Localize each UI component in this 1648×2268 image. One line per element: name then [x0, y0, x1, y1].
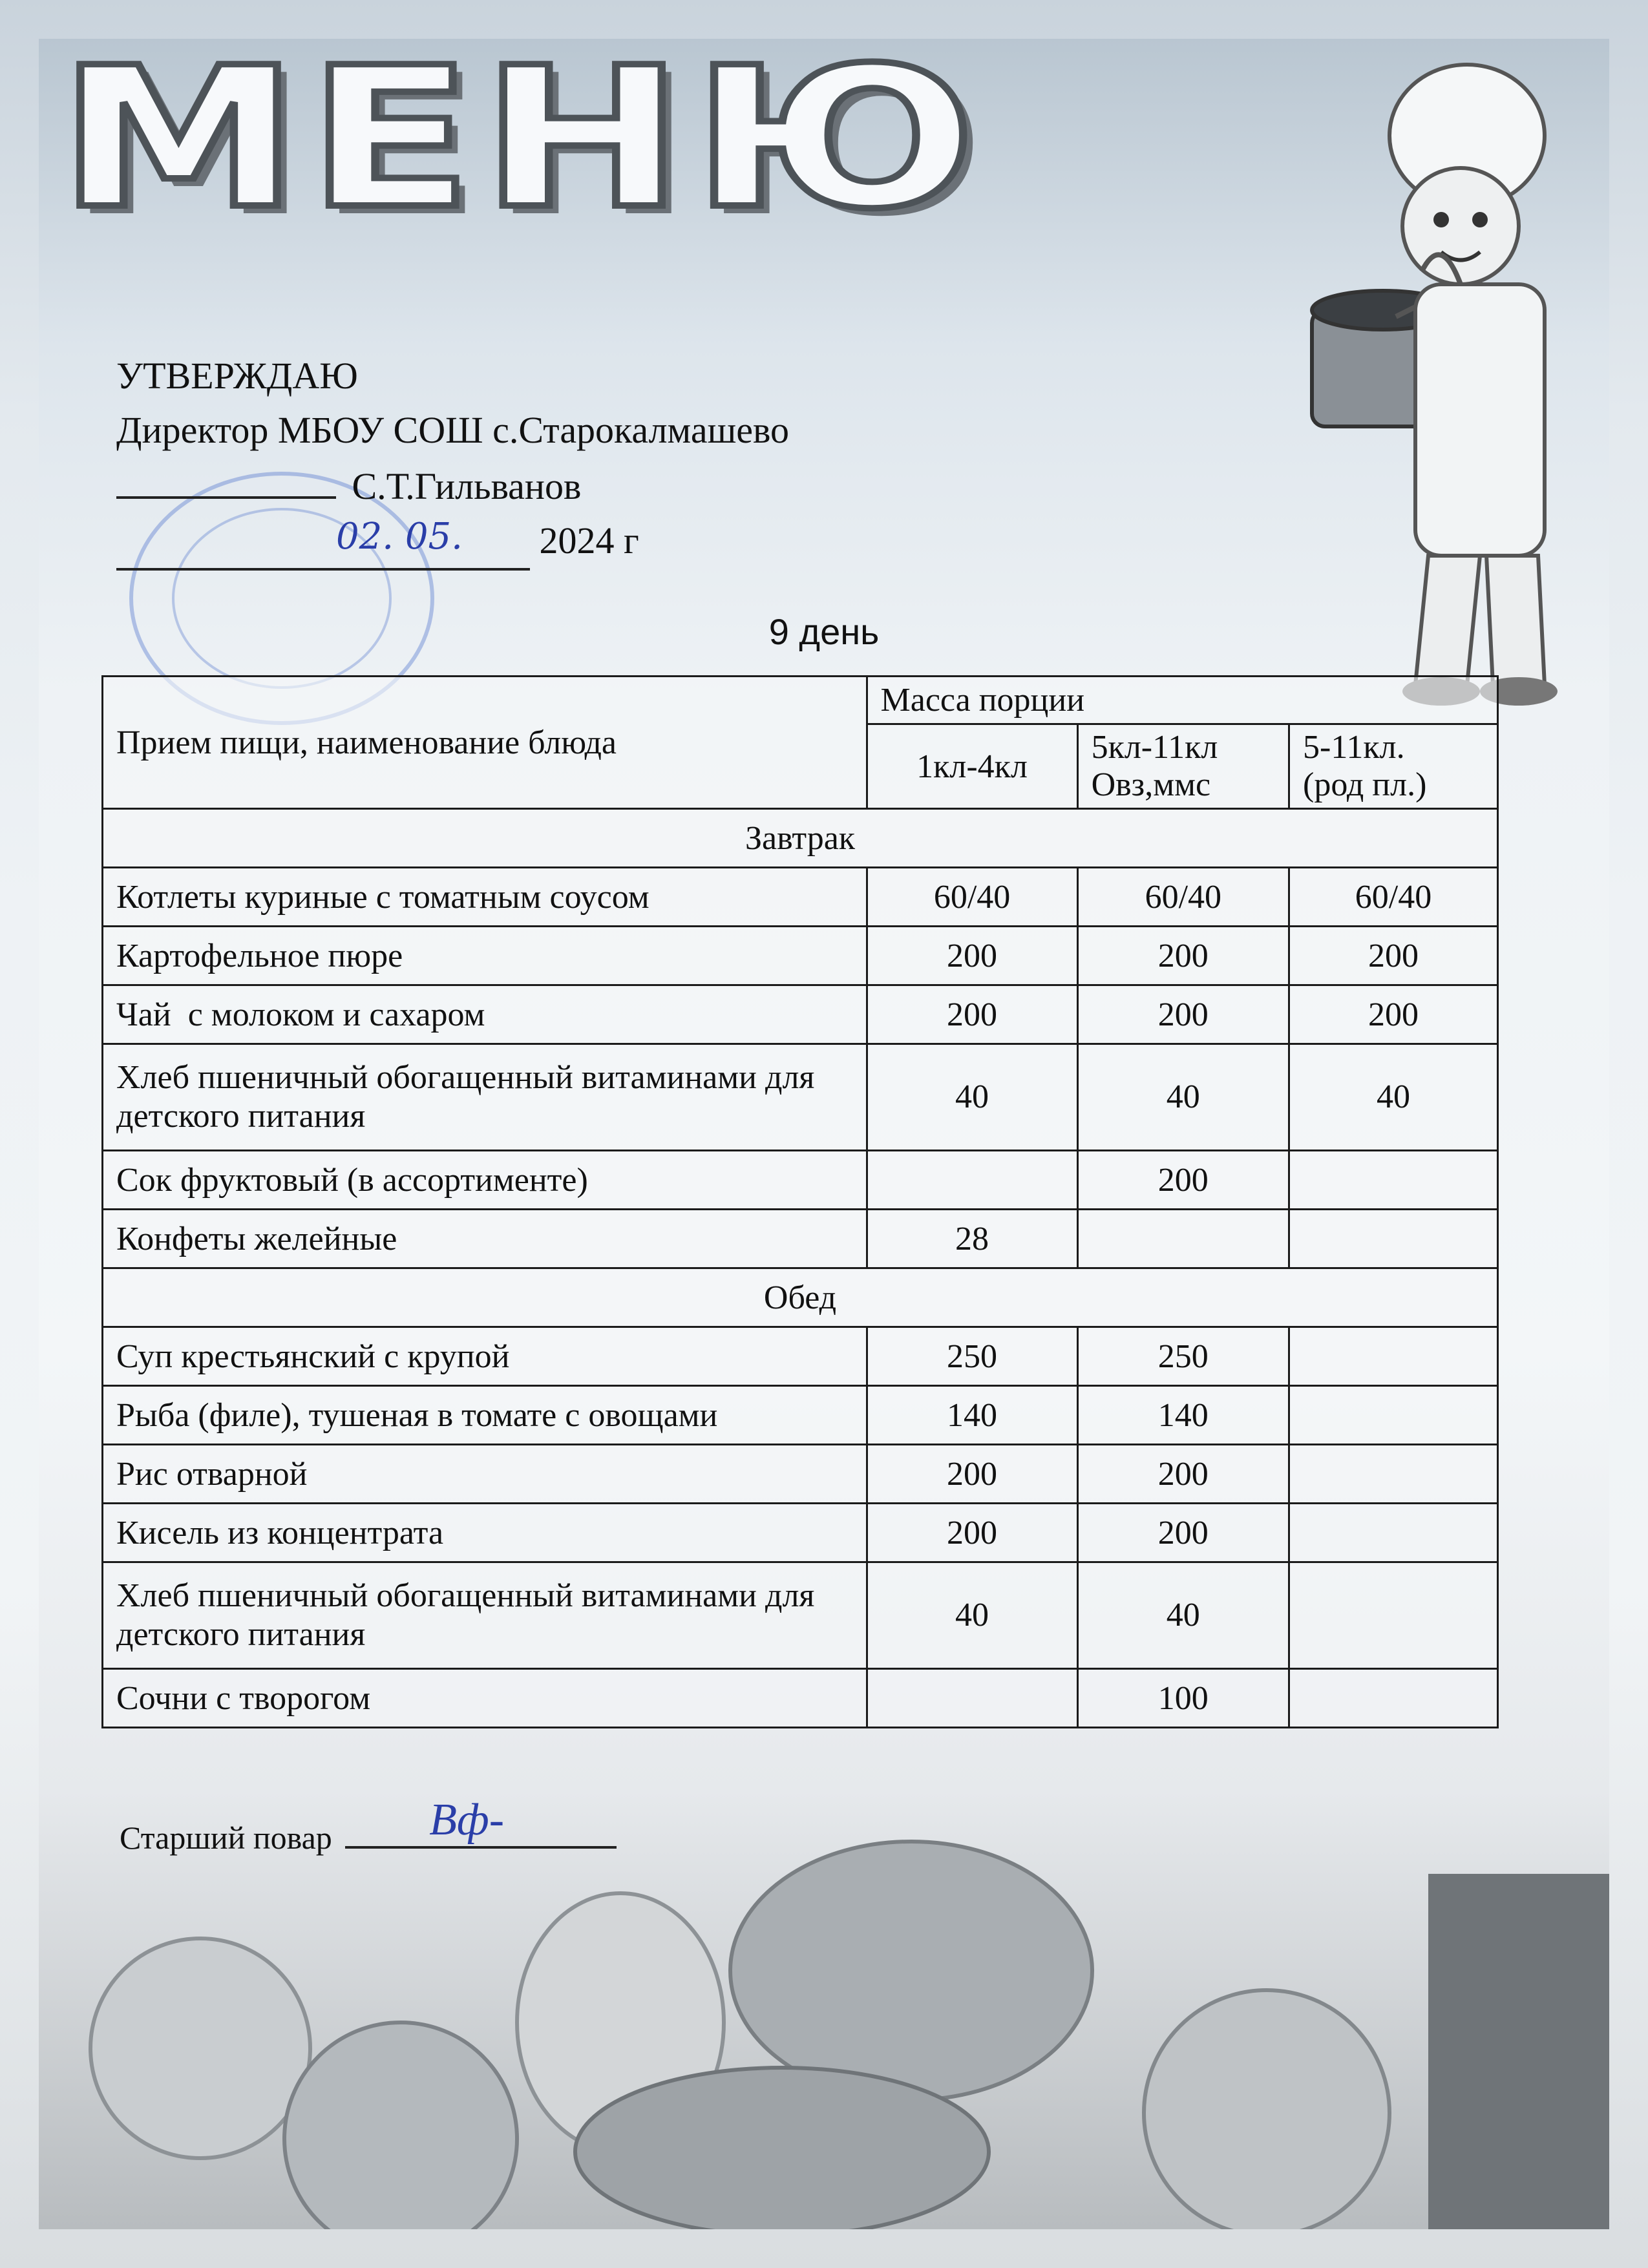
table-row: [103, 927, 1498, 985]
table-row: [103, 1562, 1498, 1669]
signatory-row: [116, 457, 789, 514]
portion-5-11-rod: [1289, 1504, 1498, 1562]
table-row: [103, 1504, 1498, 1562]
portion-5-11: 200: [1077, 985, 1289, 1044]
dish-name: Конфеты желейные: [103, 1210, 867, 1268]
portion-5-11-rod: [1289, 1669, 1498, 1728]
portion-5-11-rod: 60/40: [1289, 868, 1498, 927]
portion-5-11: [1077, 1210, 1289, 1268]
dish-name: Котлеты куриные с томатным соусом: [103, 868, 867, 927]
dish-name: Сок фруктовый (в ассортименте): [103, 1151, 867, 1210]
approved-label: УТВЕРЖДАЮ: [116, 355, 358, 397]
portion-5-11-rod: 200: [1289, 927, 1498, 985]
dish-name: Рис отварной: [103, 1445, 867, 1504]
section-breakfast: Завтрак: [103, 809, 1498, 868]
portion-5-11: 250: [1077, 1327, 1289, 1386]
dish-name: Хлеб пшеничный обогащенный витаминами для детского питания: [103, 1562, 867, 1669]
table-row: [103, 868, 1498, 927]
portion-1-4: 200: [867, 985, 1077, 1044]
table-header-row: [103, 677, 1498, 724]
portion-5-11: 200: [1077, 1504, 1289, 1562]
day-title: 9 день: [768, 611, 880, 652]
portion-5-11-rod: [1289, 1210, 1498, 1268]
chief-cook-block: [120, 1795, 617, 1856]
table-row: [103, 1327, 1498, 1386]
date-line: [116, 514, 530, 571]
portion-5-11-rod: [1289, 1327, 1498, 1386]
table-row: [103, 1044, 1498, 1151]
section-row-breakfast: [103, 809, 1498, 868]
header-col-rod-line2: (род пл.): [1303, 766, 1427, 803]
header-portion-mass: Масса порции: [867, 677, 1497, 724]
section-row-lunch: [103, 1268, 1498, 1327]
portion-5-11: 140: [1077, 1386, 1289, 1445]
director-signature-line: [116, 457, 336, 499]
signatory-name: С.Т.Гильванов: [352, 465, 582, 507]
portion-5-11-rod: [1289, 1445, 1498, 1504]
portion-5-11: 100: [1077, 1669, 1289, 1728]
portion-1-4: 200: [867, 1504, 1077, 1562]
dish-name: Суп крестьянский с крупой: [103, 1327, 867, 1386]
table-row: [103, 1386, 1498, 1445]
portion-1-4: 40: [867, 1044, 1077, 1151]
dish-name: Сочни с творогом: [103, 1669, 867, 1728]
portion-1-4: 200: [867, 927, 1077, 985]
section-lunch: Обед: [103, 1268, 1498, 1327]
date-year: 2024 г: [539, 520, 639, 562]
chief-cook-label: Старший повар: [120, 1820, 332, 1856]
chief-cook-signature: Вф-: [429, 1795, 505, 1845]
chief-cook-signature-line: [345, 1795, 617, 1849]
portion-1-4: 250: [867, 1327, 1077, 1386]
table-row: [103, 1151, 1498, 1210]
dish-name: Рыба (филе), тушеная в томате с овощами: [103, 1386, 867, 1445]
menu-table: [101, 675, 1499, 1728]
portion-1-4: 60/40: [867, 868, 1077, 927]
portion-5-11: 200: [1077, 927, 1289, 985]
header-col-1-4: 1кл-4кл: [867, 724, 1077, 809]
portion-1-4: 28: [867, 1210, 1077, 1268]
portion-1-4: [867, 1151, 1077, 1210]
table-row: [103, 985, 1498, 1044]
portion-5-11: 60/40: [1077, 868, 1289, 927]
portion-5-11-rod: [1289, 1151, 1498, 1210]
approval-block: [116, 349, 789, 571]
portion-5-11: 40: [1077, 1562, 1289, 1669]
dish-name: Картофельное пюре: [103, 927, 867, 985]
portion-5-11-rod: 40: [1289, 1044, 1498, 1151]
portion-1-4: 140: [867, 1386, 1077, 1445]
header-meal-name: Прием пищи, наименование блюда: [103, 677, 867, 809]
portion-5-11: 40: [1077, 1044, 1289, 1151]
header-col-5-11: [1077, 724, 1289, 809]
dish-name: Кисель из концентрата: [103, 1504, 867, 1562]
header-col-5-11-line1: 5кл-11кл: [1091, 729, 1218, 766]
portion-5-11-rod: [1289, 1562, 1498, 1669]
portion-1-4: 200: [867, 1445, 1077, 1504]
handwritten-date: 02. 05.: [336, 516, 463, 558]
portion-5-11: 200: [1077, 1151, 1289, 1210]
date-row: [116, 514, 789, 571]
table-row: [103, 1445, 1498, 1504]
portion-5-11-rod: [1289, 1386, 1498, 1445]
portion-1-4: [867, 1669, 1077, 1728]
header-col-rod-line1: 5-11кл.: [1303, 729, 1405, 766]
table-row: [103, 1669, 1498, 1728]
portion-5-11-rod: 200: [1289, 985, 1498, 1044]
portion-1-4: 40: [867, 1562, 1077, 1669]
table-row: [103, 1210, 1498, 1268]
menu-title: МЕНЮ: [58, 26, 985, 251]
dish-name: Чай с молоком и сахаром: [103, 985, 867, 1044]
header-col-5-11-line2: Овз,ммс: [1091, 766, 1211, 803]
header-col-5-11-rod: [1289, 724, 1498, 809]
portion-5-11: 200: [1077, 1445, 1289, 1504]
dish-name: Хлеб пшеничный обогащенный витаминами для детского питания: [103, 1044, 867, 1151]
director-position: Директор МБОУ СОШ с.Старокалмашево: [116, 409, 789, 451]
